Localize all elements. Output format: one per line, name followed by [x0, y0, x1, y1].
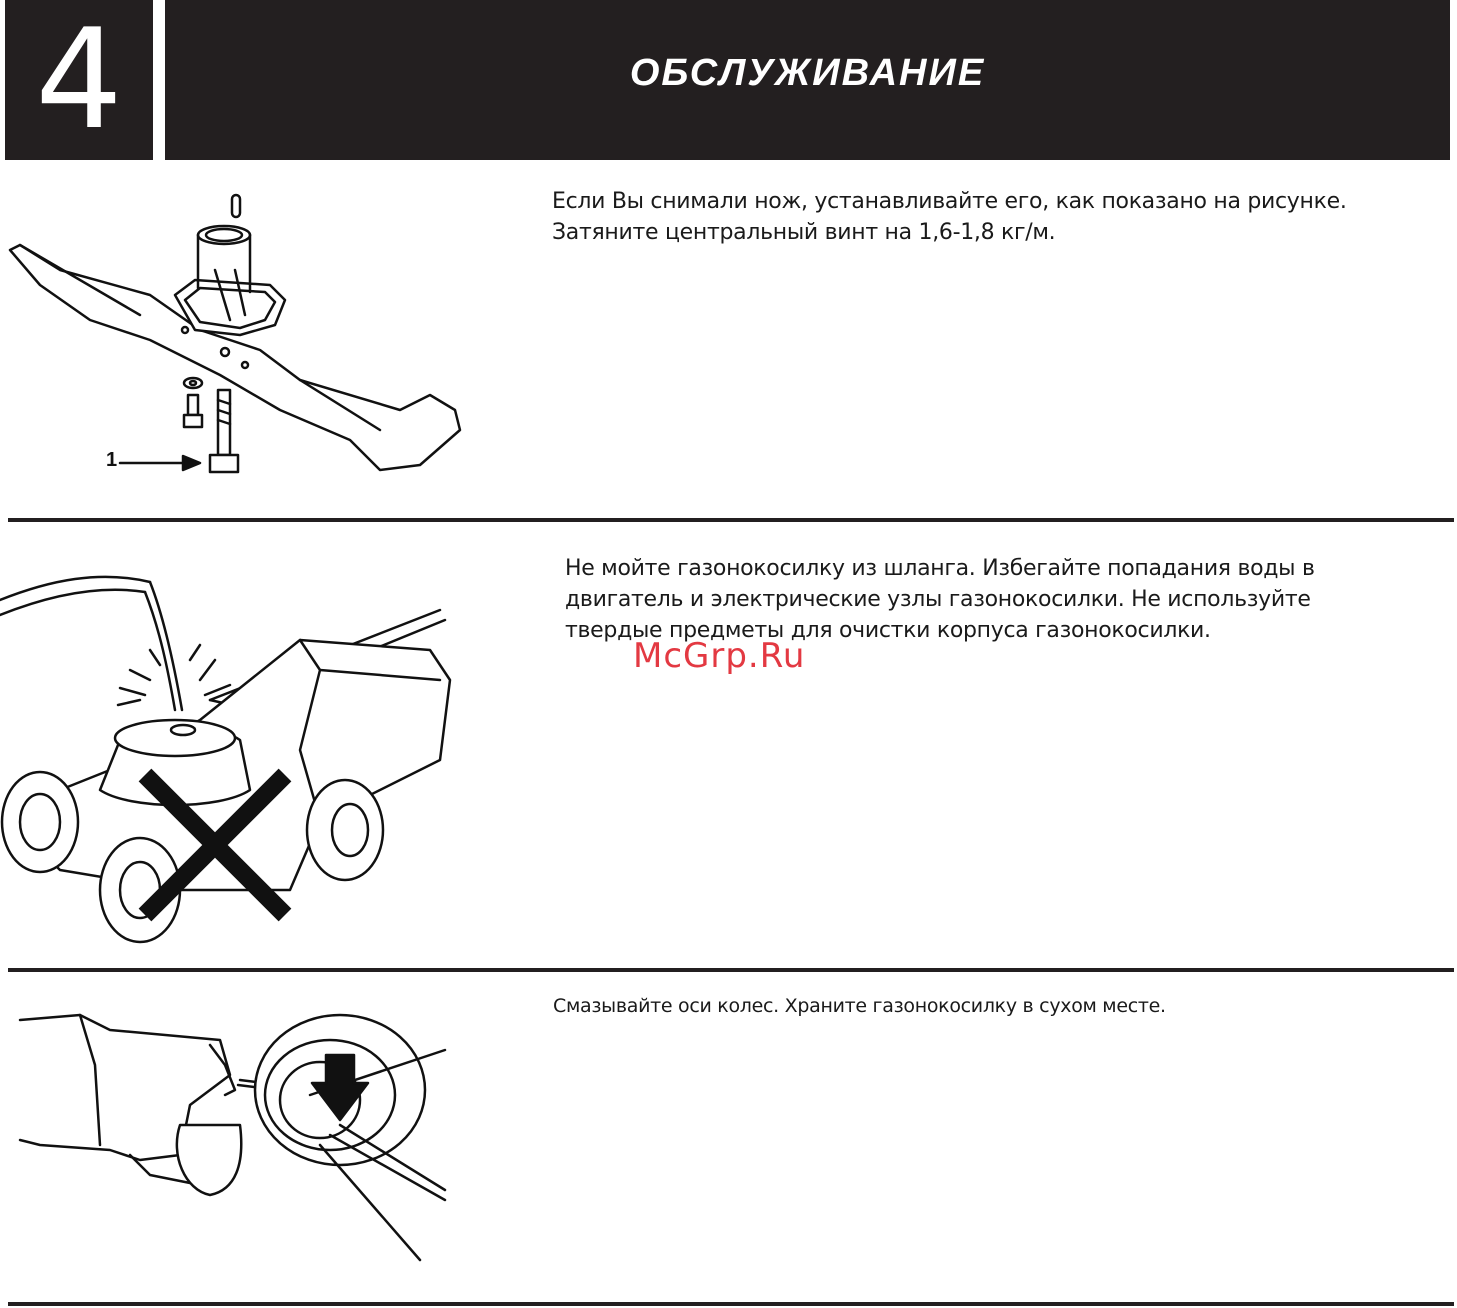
section-3-text — [553, 991, 1166, 1022]
watermark: McGrp.Ru — [633, 636, 806, 676]
section-1-line: Если Вы снимали нож, устанавливайте его, как показано на рисунке. — [552, 189, 1347, 214]
chapter-number: 4 — [5, 0, 153, 160]
section-2-text — [565, 553, 1315, 646]
header-bar — [165, 0, 1450, 160]
callout-label: 1 — [106, 449, 118, 471]
section-1-line: Затяните центральный винт на 1,6-1,8 кг/м. — [552, 220, 1056, 245]
blade-assembly-illustration — [0, 180, 480, 500]
section-2-line: Не мойте газонокосилку из шланга. Избегайте попадания воды в — [565, 556, 1315, 581]
section-divider — [8, 1302, 1454, 1306]
section-divider — [8, 968, 1454, 972]
section-1-text — [552, 186, 1347, 248]
wheel-lubrication-illustration — [0, 1005, 460, 1265]
section-3-line: Смазывайте оси колес. Храните газонокосилку в сухом месте. — [553, 995, 1166, 1017]
page-title: ОБСЛУЖИВАНИЕ — [629, 52, 986, 94]
mower-washing-prohibited-illustration — [0, 560, 460, 950]
section-2-line: твердые предметы для очистки корпуса газонокосилки. — [565, 618, 1211, 643]
section-2-line: двигатель и электрические узлы газонокосилки. Не используйте — [565, 587, 1311, 612]
section-divider — [8, 518, 1454, 522]
